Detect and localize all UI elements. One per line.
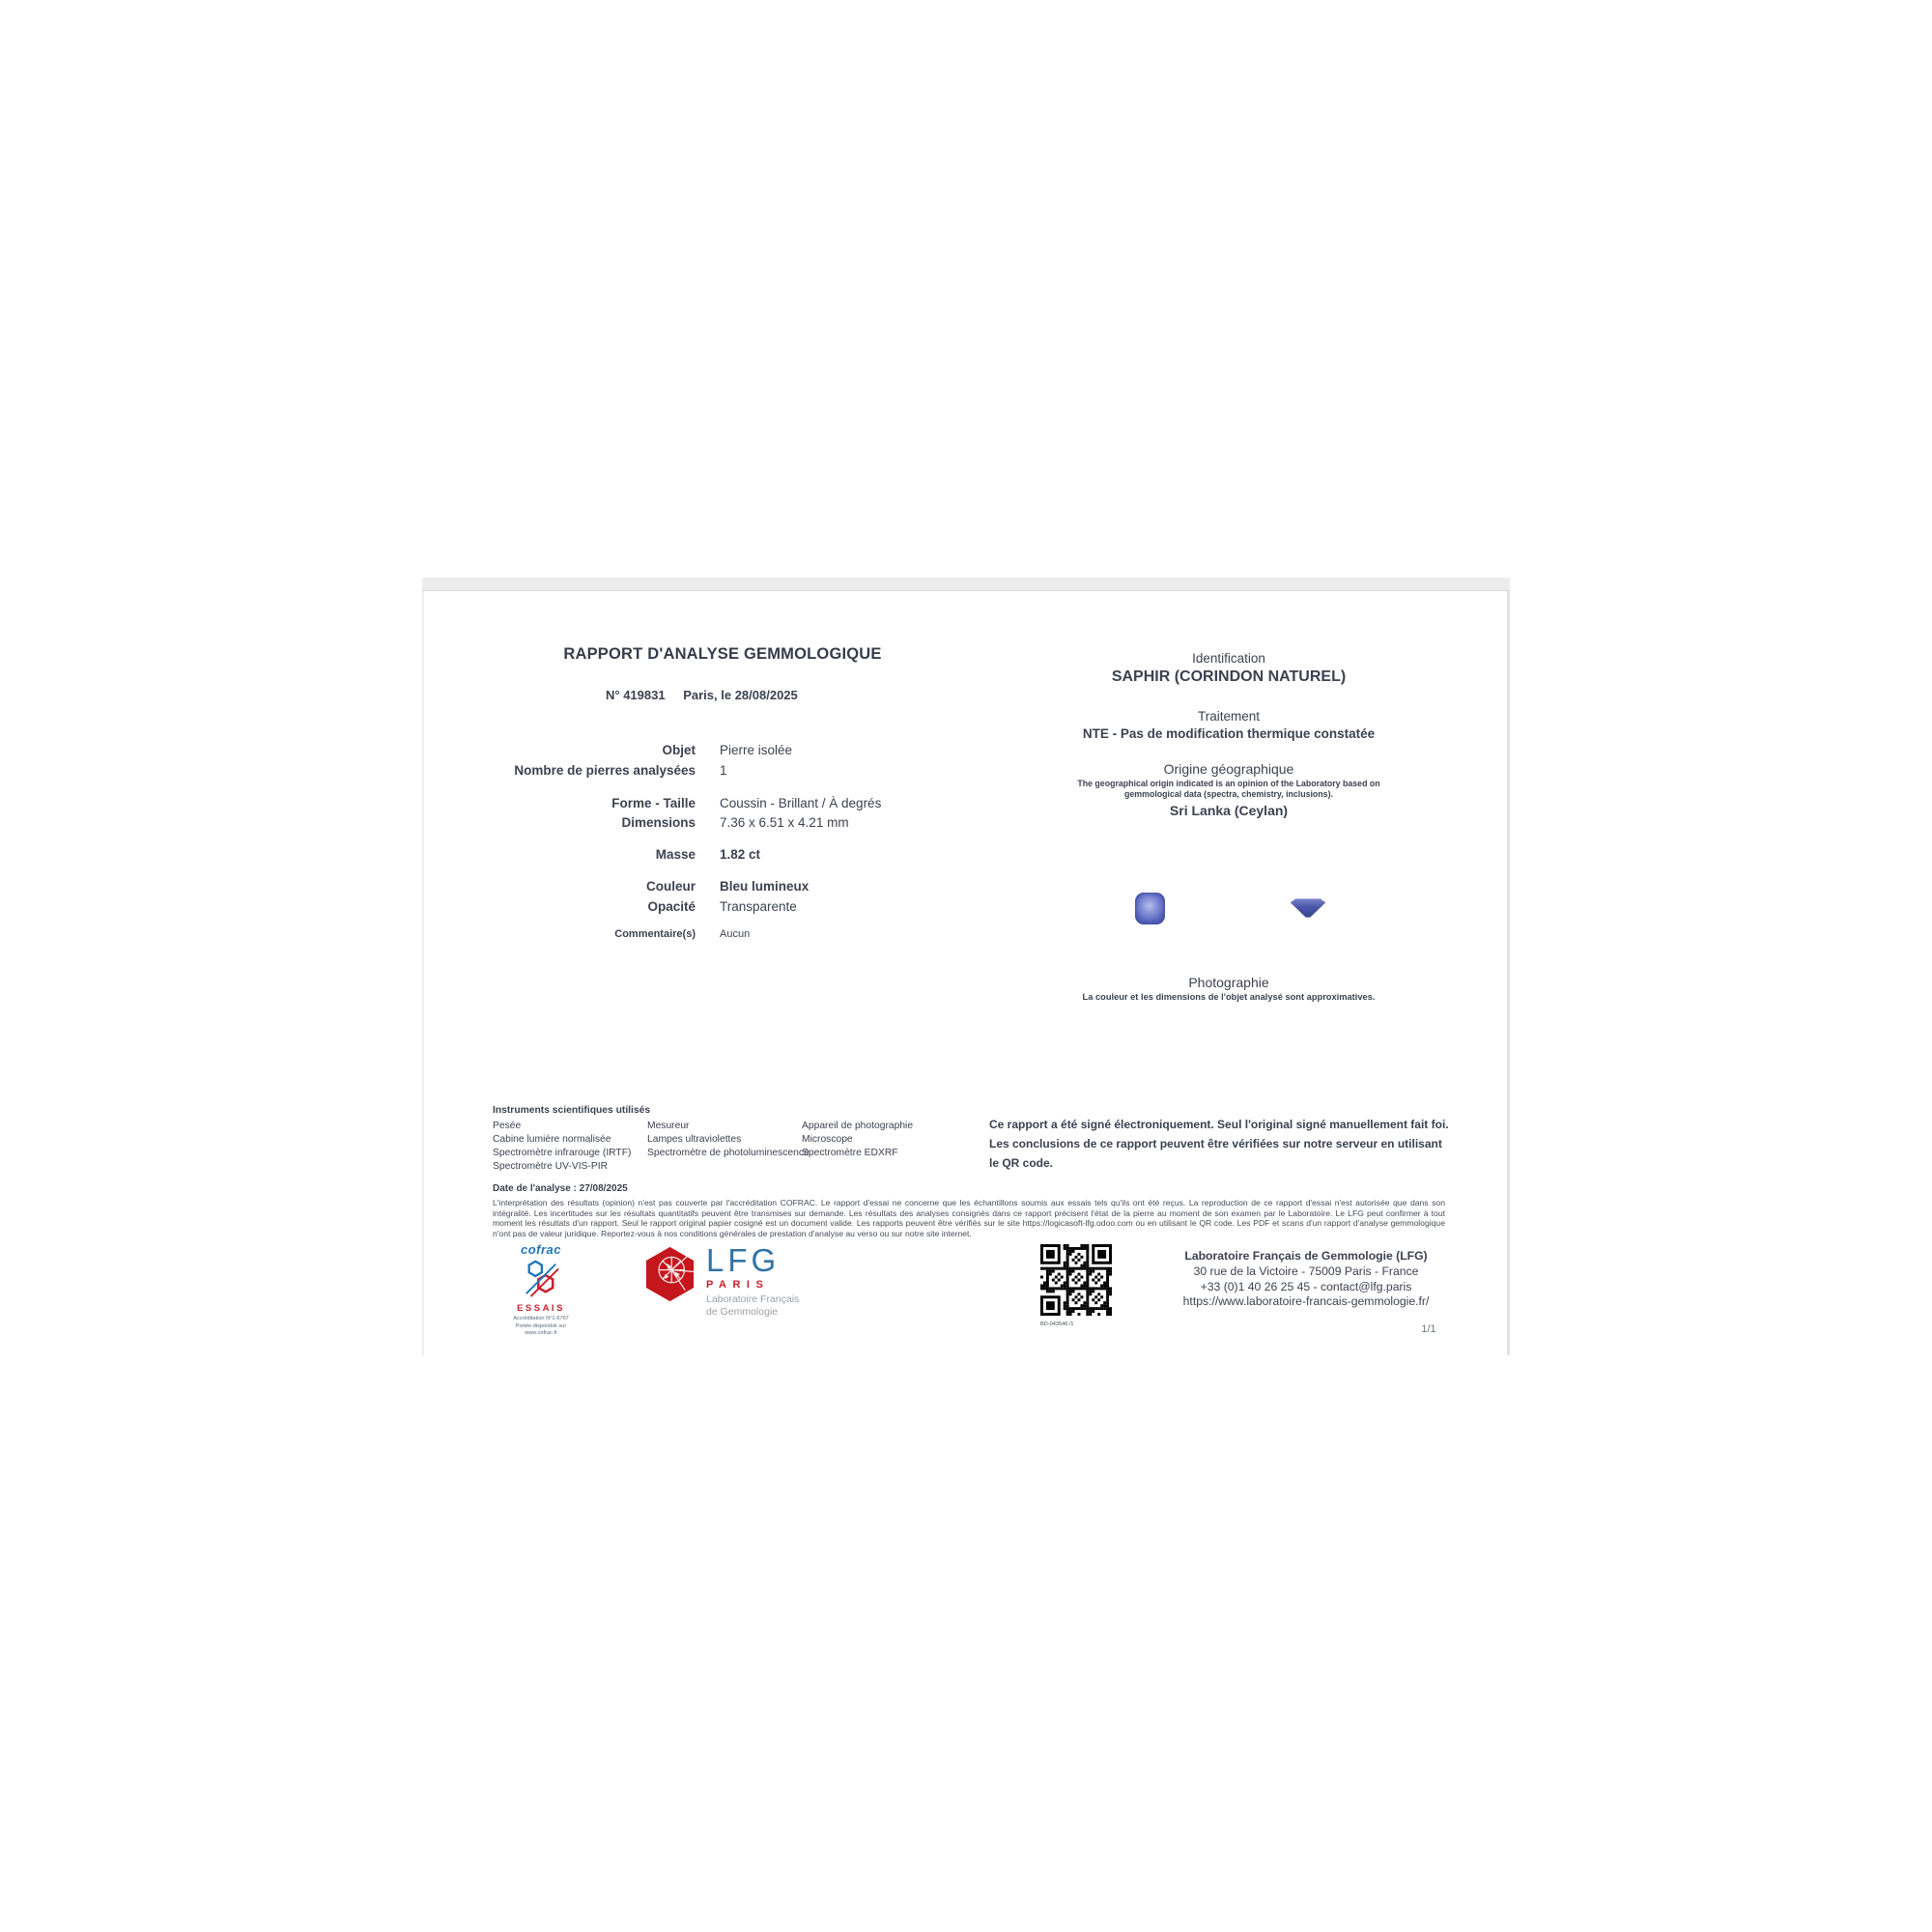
page-number: 1/1	[1421, 1323, 1436, 1335]
field-value: 1	[720, 763, 727, 778]
cofrac-accreditation	[493, 1316, 589, 1338]
traitement-heading: Traitement	[1197, 709, 1261, 724]
field-value: Aucun	[720, 928, 751, 940]
instrument-item: Mesureur	[647, 1121, 690, 1131]
field-value: Bleu lumineux	[720, 879, 810, 894]
identification-value: SAPHIR (CORINDON NATUREL)	[1111, 668, 1347, 685]
instruments-col3	[802, 1120, 913, 1160]
field-value: Pierre isolée	[720, 743, 793, 757]
legal-disclaimer: L'interprétation des résultats (opinion) n'est pas couverte par l'accréditation COFRAC. Le rapport d'essai ne concerne que les échantillons soumis aux essais tels qu'ils ont été reçus. La reproduction de ce rapport d'essai n'est autorisée que dans son intégralité. Les incertitudes sur les résultats quantitatifs peuvent être transmises sur demande. Les résultats des analyses consignés dans ce rapport précisent l'état de la pierre au moment de son examen par le Laboratoire. Le LFG peut confirmer à tout moment les résultats d'un rapport. Seul le rapport original papier cosigné est un document valide. Les rapports peuvent être vérifiés sur le site https://logicasoft-lfg.odoo.com ou en utilisant le QR code. Les PDF et scans d'un rapport d'analyse gemmologique n'ont pas de valeur juridique. Reportez-vous à nos conditions générales de prestation d'analyse au verso ou sur notre site internet.	[493, 1198, 1445, 1238]
report-number: N° 419831	[606, 688, 666, 702]
field-label: Opacité	[647, 899, 696, 914]
page-title: RAPPORT D'ANALYSE GEMMOLOGIQUE	[563, 645, 882, 663]
identification-label: Identification	[1192, 651, 1265, 666]
field-label: Couleur	[645, 879, 696, 894]
report-number-row	[606, 688, 812, 702]
lfg-subtitle	[706, 1293, 799, 1319]
qr-code	[1040, 1244, 1112, 1316]
gem-photo-face-view	[1135, 893, 1165, 924]
signature-note: Ce rapport a été signé électroniquement. Seul l'original signé manuellement fait foi. Les conclusions de ce rapport peuvent être vérifiées sur notre serveur en utilisant le QR code.	[989, 1118, 1449, 1170]
instrument-item: Spectromètre UV-VIS-PIR	[493, 1161, 609, 1172]
traitement-value: NTE - Pas de modification thermique constatée	[1082, 726, 1376, 741]
lfg-subtitle-line2: de Gemmologie	[706, 1306, 779, 1318]
instruments-col1	[493, 1120, 631, 1174]
instrument-item: Pesée	[493, 1121, 522, 1131]
lab-contact: +33 (0)1 40 26 25 45 - contact@lfg.paris	[1200, 1279, 1412, 1293]
cofrac-accreditation-number: Accréditation N°1-6767	[513, 1316, 569, 1321]
lab-website: https://www.laboratoire-francais-gemmologie.fr/	[1182, 1294, 1430, 1309]
field-value: Transparente	[720, 899, 797, 914]
instrument-item: Spectromètre EDXRF	[802, 1148, 898, 1158]
instrument-item: Spectromètre de photoluminescence	[647, 1148, 810, 1158]
field-label: Commentaire(s)	[614, 928, 696, 940]
lfg-city: PARIS	[706, 1279, 770, 1291]
analysis-date: Date de l'analyse : 27/08/2025	[493, 1183, 628, 1194]
identification-heading	[987, 651, 1470, 666]
instrument-item: Spectromètre infrarouge (IRTF)	[493, 1148, 632, 1158]
origine-value: Sri Lanka (Ceylan)	[1169, 803, 1289, 818]
report-date-place: Paris, le 28/08/2025	[683, 688, 798, 702]
origine-heading: Origine géographique	[1163, 761, 1294, 777]
lab-name: Laboratoire Français de Gemmologie (LFG)	[1184, 1249, 1428, 1263]
photographie-note: La couleur et les dimensions de l'objet analysé sont approximatives.	[1082, 992, 1376, 1002]
field-label: Objet	[662, 743, 696, 757]
field-value: 1.82 ct	[720, 847, 761, 862]
instrument-item: Microscope	[802, 1134, 853, 1145]
cofrac-emblem-icon	[522, 1257, 560, 1297]
cofrac-essais-text: ESSAIS	[517, 1303, 565, 1314]
photographie-heading: Photographie	[1188, 975, 1269, 990]
origine-note-wrap	[987, 779, 1470, 799]
report-page	[422, 578, 1510, 1355]
instrument-item: Cabine lumière normalisée	[493, 1134, 611, 1145]
instruments-col2	[647, 1120, 810, 1160]
lab-street: 30 rue de la Victoire - 75009 Paris - France	[1193, 1264, 1419, 1278]
field-value: Coussin - Brillant / À degrés	[720, 796, 882, 810]
lfg-logo	[644, 1242, 800, 1319]
qr-code-caption: BD-043546 /1	[1040, 1321, 1074, 1327]
cofrac-site: www.cofrac.fr	[525, 1330, 557, 1336]
lfg-hexagon-icon	[644, 1246, 696, 1302]
field-row-commentaire	[424, 928, 1023, 946]
lfg-acronym: LFG	[706, 1242, 781, 1278]
cofrac-portee: Portée disponible sur	[515, 1322, 567, 1329]
qr-code-block	[1040, 1244, 1114, 1327]
field-row-couleur	[424, 879, 1023, 896]
field-label: Masse	[655, 847, 696, 862]
gem-photo-profile-view	[1290, 898, 1326, 918]
field-value: 7.36 x 6.51 x 4.21 mm	[720, 815, 849, 830]
field-label: Dimensions	[621, 815, 696, 830]
field-label: Nombre de pierres analysées	[514, 763, 696, 778]
field-row-forme	[424, 796, 1023, 813]
field-row-nombre	[424, 763, 1023, 781]
cofrac-logo	[493, 1242, 589, 1338]
field-row-opacite	[424, 899, 1023, 917]
instrument-item: Appareil de photographie	[802, 1121, 914, 1131]
instrument-item: Lampes ultraviolettes	[647, 1134, 742, 1145]
field-row-dimensions	[424, 815, 1023, 833]
lfg-subtitle-line1: Laboratoire Français	[706, 1293, 800, 1305]
field-label: Forme - Taille	[611, 796, 696, 810]
field-row-masse	[424, 847, 1023, 865]
cofrac-brand-text: cofrac	[520, 1242, 562, 1257]
lab-address-block	[1118, 1249, 1494, 1310]
origine-note: The geographical origin indicated is an opinion of the Laboratory based on gemmological data (spectra, chemistry, inclusions).	[1077, 779, 1380, 799]
lfg-logo-text	[706, 1242, 800, 1319]
photographie-note-wrap	[987, 992, 1470, 1003]
page-top-margin	[422, 578, 1510, 591]
field-row-objet	[424, 743, 1023, 760]
instruments-heading: Instruments scientifiques utilisés	[493, 1105, 651, 1116]
